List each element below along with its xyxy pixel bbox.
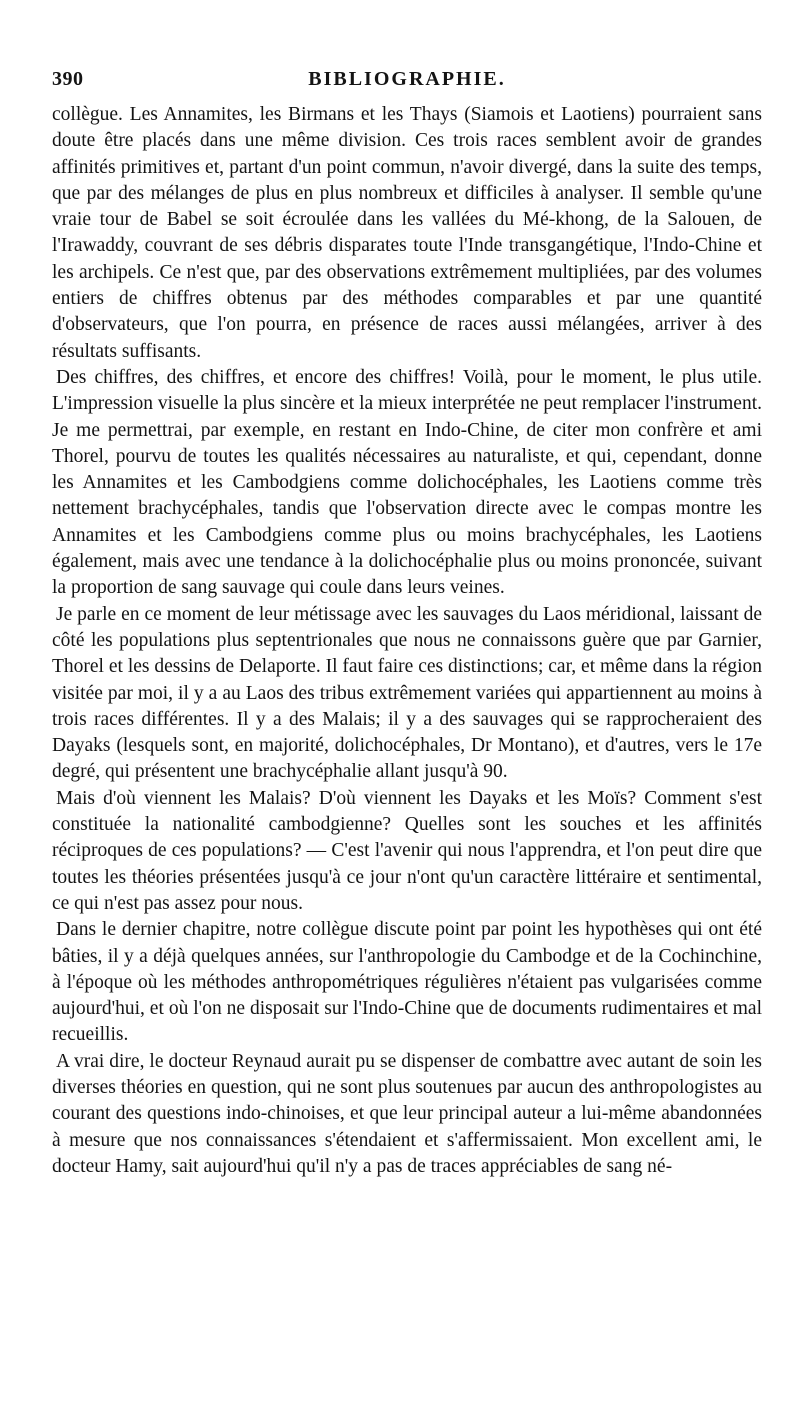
paragraph-5: Dans le dernier chapitre, notre collègue discute point par point les hypothèses qui ont été bâties, il y a déjà quelques années, sur l'anthropologie du Cambodge et de la Cochinchine, à l'époque où les méthodes anthropométriques régulières n'étaient pas vulgarisées comme aujourd'hui, et où l'on ne disposait sur l'Indo-Chine que de documents rudimentaires et mal recueillis. bbox=[52, 919, 762, 1046]
paragraph-3: Je parle en ce moment de leur métissage avec les sauvages du Laos méridional, laissant de côté les populations plus septentrionales que nous ne connaissons guère que par Garnier, Thorel et les dessins de Delaporte. Il faut faire ces distinctions; car, et même dans la région visitée par moi, il y a au Laos des tribus extrêmement variées qui appartiennent au moins à trois races différentes. Il y a des Malais; il y a des sauvages qui se rapprocheraient des Dayaks (lesquels sont, en majorité, dolichocéphales, Dr Montano), et d'autres, vers le 17e degré, qui présentent une brachycéphalie allant jusqu'à 90. bbox=[52, 603, 762, 783]
paragraph-4: Mais d'où viennent les Malais? D'où viennent les Dayaks et les Moïs? Comment s'est constituée la nationalité cambodgienne? Quelles sont les souches et les affinités réciproques de ces populations? — C'est l'avenir qui nous l'apprendra, et l'on peut dire que toutes les théories présentées jusqu'à ce jour n'ont qu'un caractère littéraire et sentimental, ce qui n'est pas assez pour nous. bbox=[52, 787, 762, 914]
page-header: BIBLIOGRAPHIE. bbox=[308, 68, 506, 90]
body-text bbox=[52, 102, 762, 1180]
page-number: 390 bbox=[52, 68, 84, 90]
paragraph-6: A vrai dire, le docteur Reynaud aurait pu se dispenser de combattre avec autant de soin les diverses théories en question, qui ne sont plus soutenues par aucun des anthropologistes au courant des questions indo-chinoises, et que leur principal auteur a lui-même abandonnées à mesure que nos connaissances s'étendaient et s'affermissaient. Mon excellent ami, le docteur Hamy, sait aujourd'hui qu'il n'y a pas de traces appréciables de sang né- bbox=[52, 1050, 762, 1177]
running-head bbox=[52, 68, 762, 98]
paragraph-1: collègue. Les Annamites, les Birmans et les Thays (Siamois et Laotiens) pourraient sans doute être placés dans une même division. Ces trois races semblent avoir de grandes affinités primitives et, partant d'un point commun, n'avoir divergé, dans la suite des temps, que par des mélanges de plus en plus nombreux et difficiles à analyser. Il semble qu'une vraie tour de Babel se soit écroulée dans les vallées du Mé-khong, de la Salouen, de l'Irawaddy, couvrant de ses débris disparates toute l'Inde transgangétique, l'Indo-Chine et les archipels. Ce n'est que, par des observations extrêmement multipliées, par des volumes entiers de chiffres obtenus par des méthodes comparables et par une quantité d'observateurs, que l'on pourra, en présence de races aussi mélangées, arriver à des résultats suffisants. bbox=[52, 104, 762, 362]
paragraph-2: Des chiffres, des chiffres, et encore des chiffres! Voilà, pour le moment, le plus utile. L'impression visuelle la plus sincère et la mieux interprétée ne peut remplacer l'instrument. Je me permettrai, par exemple, en restant en Indo-Chine, de citer mon confrère et ami Thorel, pourvu de toutes les qualités nécessaires au naturaliste, et qui, cependant, donne les Annamites et les Cambodgiens comme dolichocéphales, les Laotiens comme très nettement brachycéphales, tandis que l'observation directe avec le compas montre les Annamites et les Cambodgiens comme plus ou moins brachycéphales, les Laotiens également, mais avec une tendance à la dolichocéphalie plus ou moins prononcée, suivant la proportion de sang sauvage qui coule dans leurs veines. bbox=[52, 366, 762, 599]
